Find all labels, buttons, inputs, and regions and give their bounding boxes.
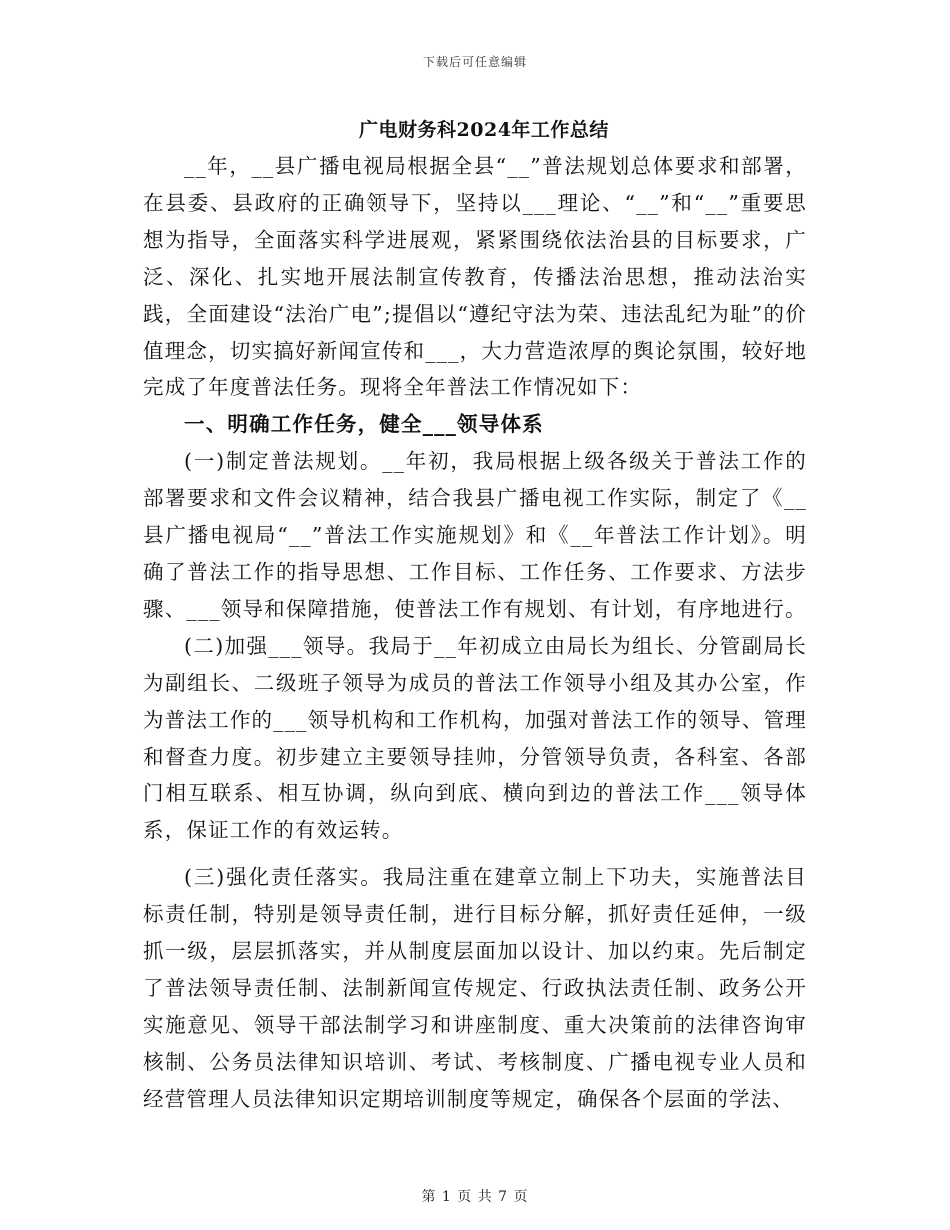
document-body bbox=[143, 112, 807, 1118]
section-heading-1: 一、明确工作任务，健全___领导体系 bbox=[184, 412, 544, 437]
paragraph-planning: (一)制定普法规划。__年初，我局根据上级各级关于普法工作的部署要求和文件会议精神，结合我县广播电视工作实际，制定了《__县广播电视局“__”普法工作实施规划》和《__年普法工作计划》。明确了普法工作的指导思想、工作目标、工作任务、工作要求、方法步骤、___领导和保障措施，使普法工作有规划、有计划，有序地进行。 bbox=[143, 449, 807, 621]
intro-paragraph: __年，__县广播电视局根据全县“__”普法规划总体要求和部署，在县委、县政府的正确领导下，坚持以___理论、“__”和“__”重要思想为指导，全面落实科学进展观，紧紧围绕依法治县的目标要求，广泛、深化、扎实地开展法制宣传教育，传播法治思想，推动法治实践，全面建设“法治广电”;提倡以“遵纪守法为荣、违法乱纪为耻”的价值理念，切实搞好新闻宣传和___，大力营造浓厚的舆论氛围，较好地完成了年度普法任务。现将全年普法工作情况如下： bbox=[143, 154, 807, 400]
page-footer: 第 1 页 共 7 页 bbox=[421, 1189, 529, 1205]
header-note: 下载后可任意编辑 bbox=[422, 55, 527, 69]
document-title: 广电财务科2024年工作总结 bbox=[359, 119, 609, 141]
paragraph-leadership: (二)加强___领导。我局于__年初成立由局长为组长、分管副局长为副组长、二级班子领导为成员的普法工作领导小组及其办公室，作为普法工作的___领导机构和工作机构，加强对普法工作的领导、管理和督查力度。初步建立主要领导挂帅，分管领导负责，各科室、各部门相互联系、相互协调，纵向到底、横向到边的普法工作___领导体系，保证工作的有效运转。 bbox=[143, 633, 807, 843]
paragraph-responsibility: (三)强化责任落实。我局注重在建章立制上下功夫，实施普法目标责任制，特别是领导责任制，进行目标分解，抓好责任延伸，一级抓一级，层层抓落实，并从制度层面加以设计、加以约束。先后制定了普法领导责任制、法制新闻宣传规定、行政执法责任制、政务公开实施意见、领导干部法制学习和讲座制度、重大决策前的法律咨询审核制、公务员法律知识培训、考试、考核制度、广播电视专业人员和经营管理人员法律知识定期培训制度等规定，确保各个层面的学法、 bbox=[143, 865, 807, 1111]
